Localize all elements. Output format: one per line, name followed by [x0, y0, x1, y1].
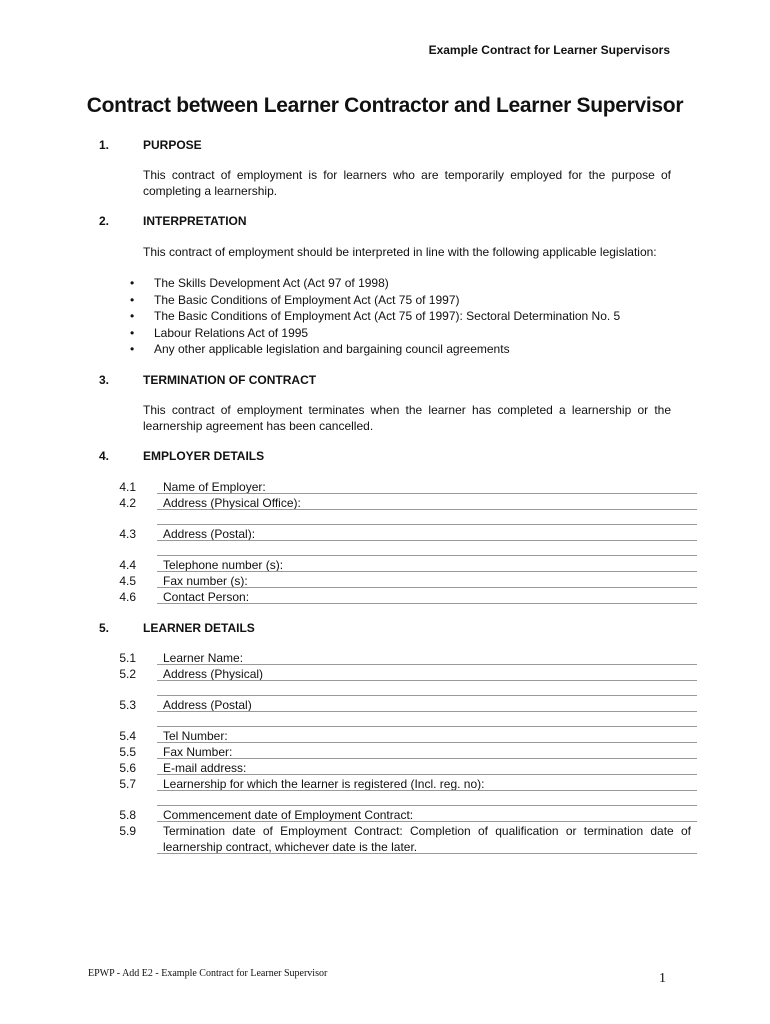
section-number: 1.	[99, 138, 110, 152]
employer-fax-line[interactable]	[157, 587, 697, 588]
field-label: Termination date of Employment Contract: Completion of qualification or termination date of learnership contract, whichever date is the later.	[163, 824, 691, 854]
list-item-text: Any other applicable legislation and bargaining council agreements	[154, 342, 510, 356]
list-item-text: The Skills Development Act (Act 97 of 1998)	[154, 276, 389, 290]
employer-postal-address-line-2[interactable]	[157, 555, 697, 556]
field-number: 5.2	[119, 667, 136, 681]
section-number: 5.	[99, 621, 110, 635]
section-title: EMPLOYER DETAILS	[143, 449, 265, 463]
employer-postal-address-line[interactable]	[157, 540, 697, 541]
field-number: 5.7	[119, 777, 136, 791]
bullet-icon: •	[130, 276, 135, 290]
learner-physical-address-line-2[interactable]	[157, 695, 697, 696]
field-label: Fax Number:	[163, 745, 233, 759]
learner-postal-address-line[interactable]	[157, 711, 697, 712]
section-number: 3.	[99, 373, 110, 387]
learner-fax-line[interactable]	[157, 758, 697, 759]
field-number: 5.8	[119, 808, 136, 822]
list-item-text: The Basic Conditions of Employment Act (Act 75 of 1997)	[154, 292, 460, 307]
document-title: Contract between Learner Contractor and Learner Supervisor	[86, 94, 684, 117]
field-number: 4.3	[119, 527, 136, 541]
field-number: 5.1	[119, 651, 136, 665]
employer-telephone-line[interactable]	[157, 571, 697, 572]
field-label: Fax number (s):	[163, 574, 248, 588]
field-number: 4.1	[119, 480, 136, 494]
bullet-icon: •	[130, 292, 135, 307]
employer-name-line[interactable]	[157, 493, 697, 494]
learner-physical-address-line[interactable]	[157, 680, 697, 681]
field-label: Tel Number:	[163, 729, 228, 743]
employer-contact-line[interactable]	[157, 603, 697, 604]
field-number: 4.2	[119, 496, 136, 510]
termination-date-line[interactable]	[157, 853, 697, 854]
field-label: Address (Physical Office):	[163, 496, 301, 510]
employer-physical-address-line-2[interactable]	[157, 524, 697, 525]
interpretation-paragraph: This contract of employment should be interpreted in line with the following applicable legislation:	[143, 245, 657, 259]
field-number: 5.3	[119, 698, 136, 712]
bullet-icon: •	[130, 342, 135, 356]
field-number: 5.9	[119, 824, 136, 838]
field-number: 4.6	[119, 590, 136, 604]
list-item-text: The Basic Conditions of Employment Act (Act 75 of 1997): Sectoral Determination No. 5	[154, 309, 621, 323]
field-label: Learnership for which the learner is registered (Incl. reg. no):	[163, 777, 485, 791]
termination-date-field	[0, 824, 770, 856]
section-title: PURPOSE	[143, 138, 202, 152]
commencement-date-line[interactable]	[157, 821, 697, 822]
employer-physical-address-line[interactable]	[157, 509, 697, 510]
field-number: 4.5	[119, 574, 136, 588]
section-title: TERMINATION OF CONTRACT	[143, 373, 317, 387]
section-number: 2.	[99, 214, 110, 228]
list-item-text: Labour Relations Act of 1995	[154, 325, 309, 340]
section-number: 4.	[99, 449, 110, 463]
field-number: 5.6	[119, 761, 136, 775]
field-label: E-mail address:	[163, 761, 247, 775]
bullet-icon: •	[130, 325, 135, 340]
learner-postal-address-line-2[interactable]	[157, 726, 697, 727]
field-label: Commencement date of Employment Contract:	[163, 808, 414, 822]
field-label: Learner Name:	[163, 651, 244, 665]
field-number: 5.5	[119, 745, 136, 759]
section-title: INTERPRETATION	[143, 214, 247, 228]
learner-email-line[interactable]	[157, 774, 697, 775]
section-title: LEARNER DETAILS	[143, 621, 255, 635]
learner-tel-line[interactable]	[157, 742, 697, 743]
learner-name-line[interactable]	[157, 664, 697, 665]
running-header: Example Contract for Learner Supervisors	[428, 43, 670, 57]
field-label: Telephone number (s):	[163, 558, 284, 572]
termination-paragraph: This contract of employment terminates when the learner has completed a learnership or the learnership agreement has been cancelled.	[143, 403, 671, 433]
field-label: Address (Postal)	[163, 698, 252, 712]
learnership-registration-line[interactable]	[157, 790, 697, 791]
field-label: Contact Person:	[163, 590, 250, 604]
bullet-icon: •	[130, 309, 135, 323]
footer-document-reference: EPWP - Add E2 - Example Contract for Learner Supervisor	[88, 968, 328, 979]
field-number: 5.4	[119, 729, 136, 743]
learnership-registration-line-2[interactable]	[157, 805, 697, 806]
field-number: 4.4	[119, 558, 136, 572]
page-number: 1	[659, 971, 666, 986]
field-label: Name of Employer:	[163, 480, 266, 494]
field-label: Address (Physical)	[163, 667, 264, 681]
purpose-paragraph: This contract of employment is for learners who are temporarily employed for the purpose of completing a learnership.	[143, 168, 671, 198]
field-label: Address (Postal):	[163, 527, 256, 541]
